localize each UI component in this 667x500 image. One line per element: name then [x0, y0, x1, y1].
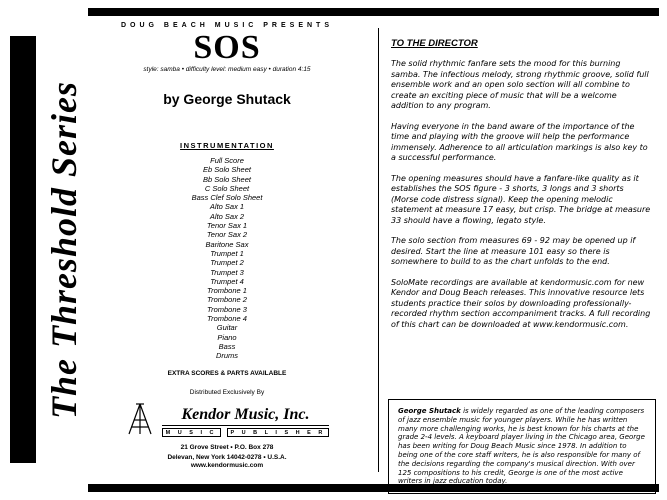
composer-bio-box [388, 399, 656, 494]
instrumentation-item: Piano [217, 332, 237, 342]
instrumentation-item: Alto Sax 2 [209, 211, 245, 221]
instrumentation-item: Trombone 3 [207, 304, 247, 314]
top-rule-bar [88, 8, 659, 16]
publisher-tagline-music: M U S I C [162, 428, 221, 437]
instrumentation-item: Baritone Sax [205, 239, 249, 249]
director-paragraph: The solid rhythmic fanfare sets the mood for this burning samba. The infectious melody, strong rhythmic groove, solid full ensemble work and an open solo section will all combine to create an exciting piece of music that will be a welcome addition to any program. [391, 59, 649, 110]
column-divider [378, 28, 379, 472]
extra-scores-note: EXTRA SCORES & PARTS AVAILABLE [167, 369, 287, 377]
publisher-address-line2: Delevan, New York 14042-0278 • U.S.A. [167, 454, 287, 462]
director-paragraphs [391, 59, 651, 330]
distributed-by-line: Distributed Exclusively By [189, 388, 265, 396]
director-paragraph: Having everyone in the band aware of the importance of the time and playing with the groove will help the performance immensely. Adherence to all articulation markings is also key to a successful performance. [391, 121, 648, 162]
left-accent-bar [10, 36, 36, 463]
publisher-name: Kendor Music, Inc. [162, 406, 330, 426]
kendor-logo-icon [125, 402, 155, 441]
series-title: The Threshold Series [44, 80, 84, 419]
instrumentation-item: Bass Clef Solo Sheet [191, 193, 263, 203]
instrumentation-item: Trumpet 2 [210, 258, 244, 268]
instrumentation-item: Trombone 4 [207, 314, 247, 324]
instrumentation-item: Guitar [216, 323, 238, 333]
title-column [92, 22, 362, 469]
instrumentation-item: Trombone 2 [207, 295, 247, 305]
director-paragraph: The opening measures should have a fanfare-like quality as it establishes the SOS figure - 3 shorts, 3 longs and 3 shorts (Morse code distress signal). Keep the opening melodic statement at measure 17 easy, but crisp. The bridge at measure 33 should have a flowing, legato style. [391, 173, 651, 225]
director-column [391, 38, 651, 340]
publisher-tagline-publisher: P U B L I S H E R [227, 428, 330, 437]
instrumentation-heading: INSTRUMENTATION [180, 141, 274, 150]
publisher-tagline [162, 428, 330, 437]
instrumentation-item: Tenor Sax 1 [206, 221, 248, 231]
publisher-block [92, 402, 362, 470]
instrumentation-item: Bb Solo Sheet [203, 174, 251, 184]
instrumentation-item: Alto Sax 1 [209, 202, 245, 212]
piece-subtitle: style: samba • difficulty level: medium easy • duration 4:15 [143, 66, 311, 73]
instrumentation-item: Full Score [210, 156, 244, 165]
instrumentation-item: Trumpet 1 [210, 248, 244, 258]
instrumentation-item: Trumpet 3 [210, 267, 244, 277]
piece-title: SOS [193, 29, 261, 66]
instrumentation-list [92, 156, 362, 361]
composer-bio-name: George Shutack [398, 407, 461, 415]
publisher-website: www.kendormusic.com [190, 461, 264, 469]
publisher-row [92, 402, 362, 441]
instrumentation-item: Tenor Sax 2 [206, 230, 248, 240]
instrumentation-item: Eb Solo Sheet [203, 165, 251, 175]
director-paragraph: SoloMate recordings are available at kendormusic.com for new Kendor and Doug Beach releases. This innovative resource lets students practice their solos by downloading professionally-recorded rhythm section accompaniment tracks. A full recording of this chart can be downloaded at www.kendormusic.com. [391, 277, 651, 329]
composer-bio-text: is widely regarded as one of the leading composers of jazz ensemble music for younger players. While he has written many more challenging works, he is best known for his charts at the grade 2-4 levels. A keyboard player living in the Chicago area, George has been writing for Doug Beach Music since 1978. In addition to being one of the core staff writers, he is also responsible for many of the decisions regarding the company's musical direction. With over 125 compositions to his credit, George is one of the most active writers in jazz education today. [398, 407, 645, 486]
instrumentation-item: C Solo Sheet [204, 183, 250, 193]
instrumentation-item: Trumpet 4 [210, 276, 244, 286]
instrumentation-item: Trombone 1 [207, 286, 247, 296]
composer-credit: by George Shutack [163, 91, 291, 107]
publisher-name-block [162, 406, 330, 437]
presents-line: DOUG BEACH MUSIC PRESENTS [120, 22, 333, 29]
instrumentation-item: Drums [215, 351, 239, 361]
director-heading: TO THE DIRECTOR [391, 38, 478, 49]
director-paragraph: The solo section from measures 69 - 92 may be opened up if desired. Start the line at measure 101 easy so there is somewhere to build to as the chart unfolds to the end. [391, 236, 636, 266]
publisher-address-line1: 21 Grove Street • P.O. Box 278 [180, 443, 274, 451]
instrumentation-item: Bass [218, 341, 236, 351]
